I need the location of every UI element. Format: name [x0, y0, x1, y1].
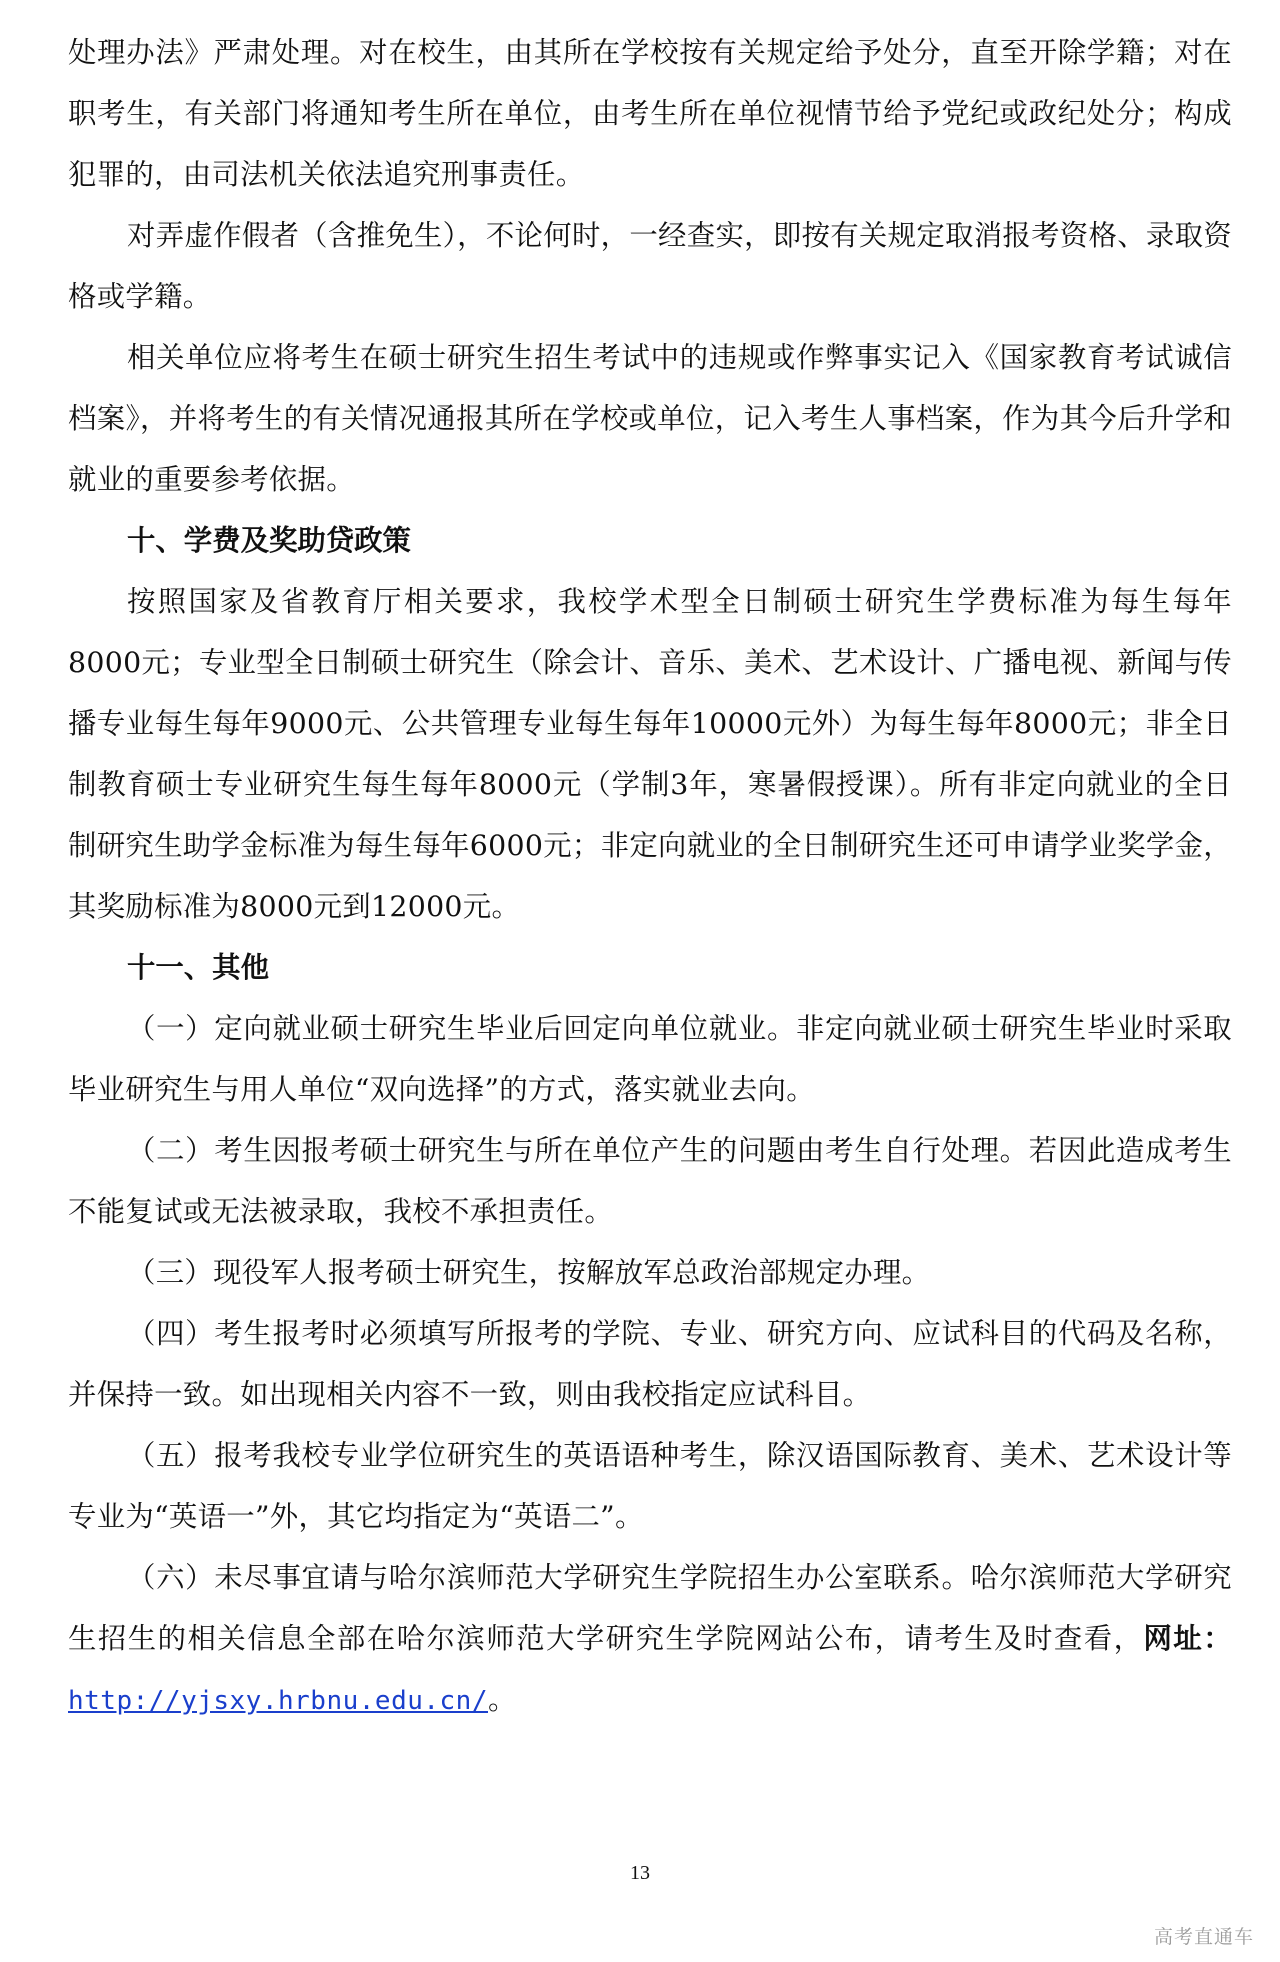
- url-label: 网址：: [1143, 1622, 1232, 1655]
- contact-text: （六）未尽事宜请与哈尔滨师范大学研究生学院招生办公室联系。哈尔滨师范大学研究生招生的相关信息全部在哈尔滨师范大学研究生学院网站公布，请考生及时查看，: [68, 1561, 1232, 1655]
- list-item-contact: [68, 1547, 1232, 1732]
- list-item-military: （三）现役军人报考硕士研究生，按解放军总政治部规定办理。: [127, 1256, 931, 1289]
- document-page: [68, 22, 1232, 1732]
- website-link[interactable]: http://yjsxy.hrbnu.edu.cn/: [68, 1686, 488, 1716]
- paragraph-fraud: 对弄虚作假者（含推免生），不论何时，一经查实，即按有关规定取消报考资格、录取资格或学籍。: [68, 219, 1232, 313]
- section-heading-tuition: 十、学费及奖助贷政策: [127, 524, 411, 557]
- list-item-unit-issues: （二）考生因报考硕士研究生与所在单位产生的问题由考生自行处理。若因此造成考生不能复试或无法被录取，我校不承担责任。: [68, 1134, 1232, 1228]
- section-heading-other: 十一、其他: [127, 951, 269, 984]
- paragraph-tuition: 按照国家及省教育厅相关要求，我校学术型全日制硕士研究生学费标准为每生每年8000元；专业型全日制硕士研究生（除会计、音乐、美术、艺术设计、广播电视、新闻与传播专业每生每年9000元、公共管理专业每生每年10000元外）为每生每年8000元；非全日制教育硕士专业研究生每生每年8000元（学制3年，寒暑假授课）。所有非定向就业的全日制研究生助学金标准为每生每年6000元；非定向就业的全日制研究生还可申请学业奖学金，其奖励标准为8000元到12000元。: [68, 585, 1232, 923]
- url-end-punctuation: 。: [488, 1683, 517, 1716]
- paragraph-integrity-record: 相关单位应将考生在硕士研究生招生考试中的违规或作弊事实记入《国家教育考试诚信档案》，并将考生的有关情况通报其所在学校或单位，记入考生人事档案，作为其今后升学和就业的重要参考依据。: [68, 341, 1232, 496]
- page-number: 13: [630, 1862, 650, 1884]
- list-item-subject-codes: （四）考生报考时必须填写所报考的学院、专业、研究方向、应试科目的代码及名称，并保持一致。如出现相关内容不一致，则由我校指定应试科目。: [68, 1317, 1232, 1411]
- paragraph-penalty: 处理办法》严肃处理。对在校生，由其所在学校按有关规定给予处分，直至开除学籍；对在职考生，有关部门将通知考生所在单位，由考生所在单位视情节给予党纪或政纪处分；构成犯罪的，由司法机关依法追究刑事责任。: [68, 36, 1232, 191]
- watermark: 高考直通车: [1153, 1926, 1254, 1948]
- list-item-english: （五）报考我校专业学位研究生的英语语种考生，除汉语国际教育、美术、艺术设计等专业为“英语一”外，其它均指定为“英语二”。: [68, 1439, 1232, 1533]
- list-item-employment: （一）定向就业硕士研究生毕业后回定向单位就业。非定向就业硕士研究生毕业时采取毕业研究生与用人单位“双向选择”的方式，落实就业去向。: [68, 1012, 1232, 1106]
